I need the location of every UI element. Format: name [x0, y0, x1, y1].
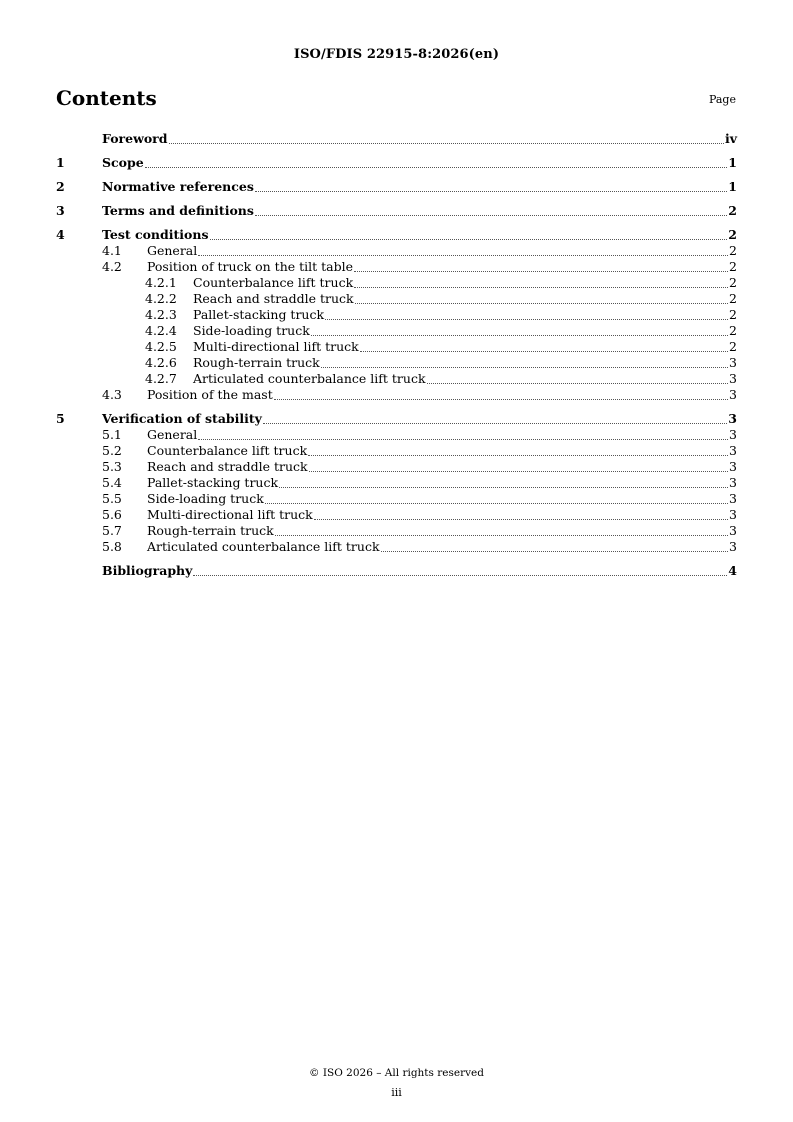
- toc-entry-title[interactable]: Multi-directional lift truck: [193, 339, 359, 354]
- toc-entry[interactable]: [56, 507, 737, 523]
- toc-entry-number: 4.2: [102, 259, 122, 274]
- toc-dot-leader: [355, 303, 728, 304]
- toc-entry[interactable]: [56, 307, 737, 323]
- toc-entry-number: 4.2.1: [145, 275, 177, 290]
- table-of-contents: [56, 128, 737, 579]
- toc-entry[interactable]: [56, 491, 737, 507]
- toc-entry-page[interactable]: 3: [729, 443, 737, 458]
- toc-entry-title[interactable]: Scope: [102, 155, 144, 170]
- toc-entry-number: 2: [56, 179, 65, 194]
- toc-dot-leader: [325, 319, 728, 320]
- toc-entry-number: 3: [56, 203, 65, 218]
- toc-dot-leader: [275, 535, 728, 536]
- toc-entry-page[interactable]: 1: [728, 179, 737, 194]
- toc-entry-number: 4: [56, 227, 65, 242]
- toc-dot-leader: [360, 351, 728, 352]
- toc-entry-page[interactable]: 2: [729, 323, 737, 338]
- toc-entry-number: 4.3: [102, 387, 122, 402]
- toc-dot-leader: [314, 519, 728, 520]
- toc-entry[interactable]: [56, 291, 737, 307]
- toc-entry-number: 5.7: [102, 523, 122, 538]
- toc-entry[interactable]: [56, 339, 737, 355]
- toc-dot-leader: [354, 287, 728, 288]
- toc-entry-title[interactable]: Test conditions: [102, 227, 209, 242]
- footer-copyright: © ISO 2026 – All rights reserved: [309, 1067, 484, 1079]
- toc-entry-title[interactable]: Verification of stability: [102, 411, 262, 426]
- toc-entry[interactable]: [56, 539, 737, 555]
- toc-entry[interactable]: [56, 443, 737, 459]
- toc-dot-leader: [263, 423, 727, 424]
- toc-entry[interactable]: [56, 323, 737, 339]
- toc-entry-title[interactable]: Rough-terrain truck: [193, 355, 320, 370]
- toc-entry-number: 1: [56, 155, 65, 170]
- toc-entry-page[interactable]: 3: [729, 491, 737, 506]
- toc-entry[interactable]: [56, 259, 737, 275]
- footer-page-number: iii: [391, 1086, 402, 1099]
- toc-entry[interactable]: [56, 155, 737, 171]
- toc-entry-title[interactable]: Normative references: [102, 179, 254, 194]
- contents-heading: Contents: [56, 86, 157, 110]
- toc-entry-number: 5.8: [102, 539, 122, 554]
- toc-entry[interactable]: [56, 243, 737, 259]
- toc-entry-title[interactable]: Counterbalance lift truck: [147, 443, 308, 458]
- toc-entry-title[interactable]: Side-loading truck: [147, 491, 264, 506]
- toc-entry-title[interactable]: Reach and straddle truck: [193, 291, 354, 306]
- toc-dot-leader: [308, 455, 728, 456]
- toc-entry-title[interactable]: Rough-terrain truck: [147, 523, 274, 538]
- toc-entry-title[interactable]: Bibliography: [102, 563, 193, 578]
- toc-entry-page[interactable]: 2: [729, 259, 737, 274]
- toc-dot-leader: [145, 167, 728, 168]
- toc-entry-page[interactable]: 3: [729, 507, 737, 522]
- toc-entry-number: 5.6: [102, 507, 122, 522]
- toc-entry[interactable]: [56, 355, 737, 371]
- toc-entry-number: 4.2.4: [145, 323, 177, 338]
- toc-entry-page[interactable]: 3: [729, 387, 737, 402]
- toc-dot-leader: [381, 551, 729, 552]
- toc-entry-page[interactable]: 3: [729, 355, 737, 370]
- toc-dot-leader: [354, 271, 728, 272]
- toc-entry[interactable]: [56, 275, 737, 291]
- toc-entry[interactable]: [56, 563, 737, 579]
- toc-entry-page[interactable]: 2: [729, 339, 737, 354]
- toc-entry-page[interactable]: 1: [728, 155, 737, 170]
- toc-entry-page[interactable]: 3: [729, 427, 737, 442]
- toc-entry-title[interactable]: Pallet-stacking truck: [147, 475, 279, 490]
- toc-entry-page[interactable]: 3: [729, 539, 737, 554]
- toc-entry-page[interactable]: 3: [729, 459, 737, 474]
- toc-entry-page[interactable]: 4: [728, 563, 737, 578]
- toc-dot-leader: [255, 215, 727, 216]
- toc-entry-number: 5.2: [102, 443, 122, 458]
- toc-entry-number: 4.1: [102, 243, 122, 258]
- toc-entry[interactable]: [56, 371, 737, 387]
- toc-dot-leader: [169, 143, 724, 144]
- toc-entry-title[interactable]: Position of truck on the tilt table: [147, 259, 354, 274]
- toc-entry-page[interactable]: 2: [729, 243, 737, 258]
- toc-entry-number: 5.4: [102, 475, 122, 490]
- page-column-label: Page: [708, 93, 736, 106]
- toc-entry-page[interactable]: 3: [728, 411, 737, 426]
- toc-entry-page[interactable]: 2: [728, 203, 737, 218]
- toc-entry-page[interactable]: 3: [729, 371, 737, 386]
- toc-entry-number: 5: [56, 411, 65, 426]
- toc-entry-title[interactable]: Pallet-stacking truck: [193, 307, 325, 322]
- toc-dot-leader: [427, 383, 729, 384]
- toc-entry-page[interactable]: 3: [729, 523, 737, 538]
- toc-entry[interactable]: [56, 131, 737, 147]
- toc-dot-leader: [311, 335, 728, 336]
- toc-entry-title[interactable]: Foreword: [102, 131, 168, 146]
- toc-entry-page[interactable]: 2: [728, 227, 737, 242]
- toc-entry-page[interactable]: 2: [729, 307, 737, 322]
- toc-entry-number: 4.2.3: [145, 307, 177, 322]
- toc-dot-leader: [198, 439, 728, 440]
- toc-entry-number: 4.2.5: [145, 339, 177, 354]
- toc-entry[interactable]: [56, 387, 737, 403]
- toc-entry[interactable]: [56, 523, 737, 539]
- toc-entry-number: 4.2.6: [145, 355, 177, 370]
- toc-dot-leader: [210, 239, 728, 240]
- toc-entry-title[interactable]: Articulated counterbalance lift truck: [193, 371, 426, 386]
- toc-dot-leader: [193, 575, 727, 576]
- toc-dot-leader: [274, 399, 728, 400]
- toc-entry-page[interactable]: 2: [729, 291, 737, 306]
- document-id-header: ISO/FDIS 22915-8:2026(en): [293, 47, 500, 62]
- toc-entry-page[interactable]: iv: [724, 131, 737, 146]
- toc-dot-leader: [255, 191, 727, 192]
- toc-entry-title[interactable]: Multi-directional lift truck: [147, 507, 313, 522]
- toc-dot-leader: [198, 255, 728, 256]
- toc-entry-title[interactable]: Terms and definitions: [102, 203, 254, 218]
- toc-entry[interactable]: [56, 427, 737, 443]
- toc-dot-leader: [309, 471, 728, 472]
- toc-entry-number: 5.3: [102, 459, 122, 474]
- toc-entry-title[interactable]: General: [147, 243, 198, 258]
- toc-entry[interactable]: [56, 475, 737, 491]
- toc-entry-title[interactable]: Articulated counterbalance lift truck: [147, 539, 380, 554]
- toc-entry-page[interactable]: 2: [729, 275, 737, 290]
- toc-dot-leader: [279, 487, 728, 488]
- toc-entry-number: 4.2.7: [145, 371, 177, 386]
- toc-dot-leader: [265, 503, 728, 504]
- toc-entry[interactable]: [56, 459, 737, 475]
- toc-entry-page[interactable]: 3: [729, 475, 737, 490]
- toc-entry-number: 4.2.2: [145, 291, 177, 306]
- toc-entry[interactable]: [56, 411, 737, 427]
- toc-entry[interactable]: [56, 179, 737, 195]
- toc-entry-number: 5.5: [102, 491, 122, 506]
- toc-entry-title[interactable]: Reach and straddle truck: [147, 459, 308, 474]
- toc-entry-title[interactable]: Side-loading truck: [193, 323, 310, 338]
- toc-entry-number: 5.1: [102, 427, 122, 442]
- toc-entry-title[interactable]: Counterbalance lift truck: [193, 275, 354, 290]
- toc-entry[interactable]: [56, 227, 737, 243]
- toc-entry[interactable]: [56, 203, 737, 219]
- toc-entry-title[interactable]: General: [147, 427, 198, 442]
- toc-dot-leader: [321, 367, 728, 368]
- toc-entry-title[interactable]: Position of the mast: [147, 387, 273, 402]
